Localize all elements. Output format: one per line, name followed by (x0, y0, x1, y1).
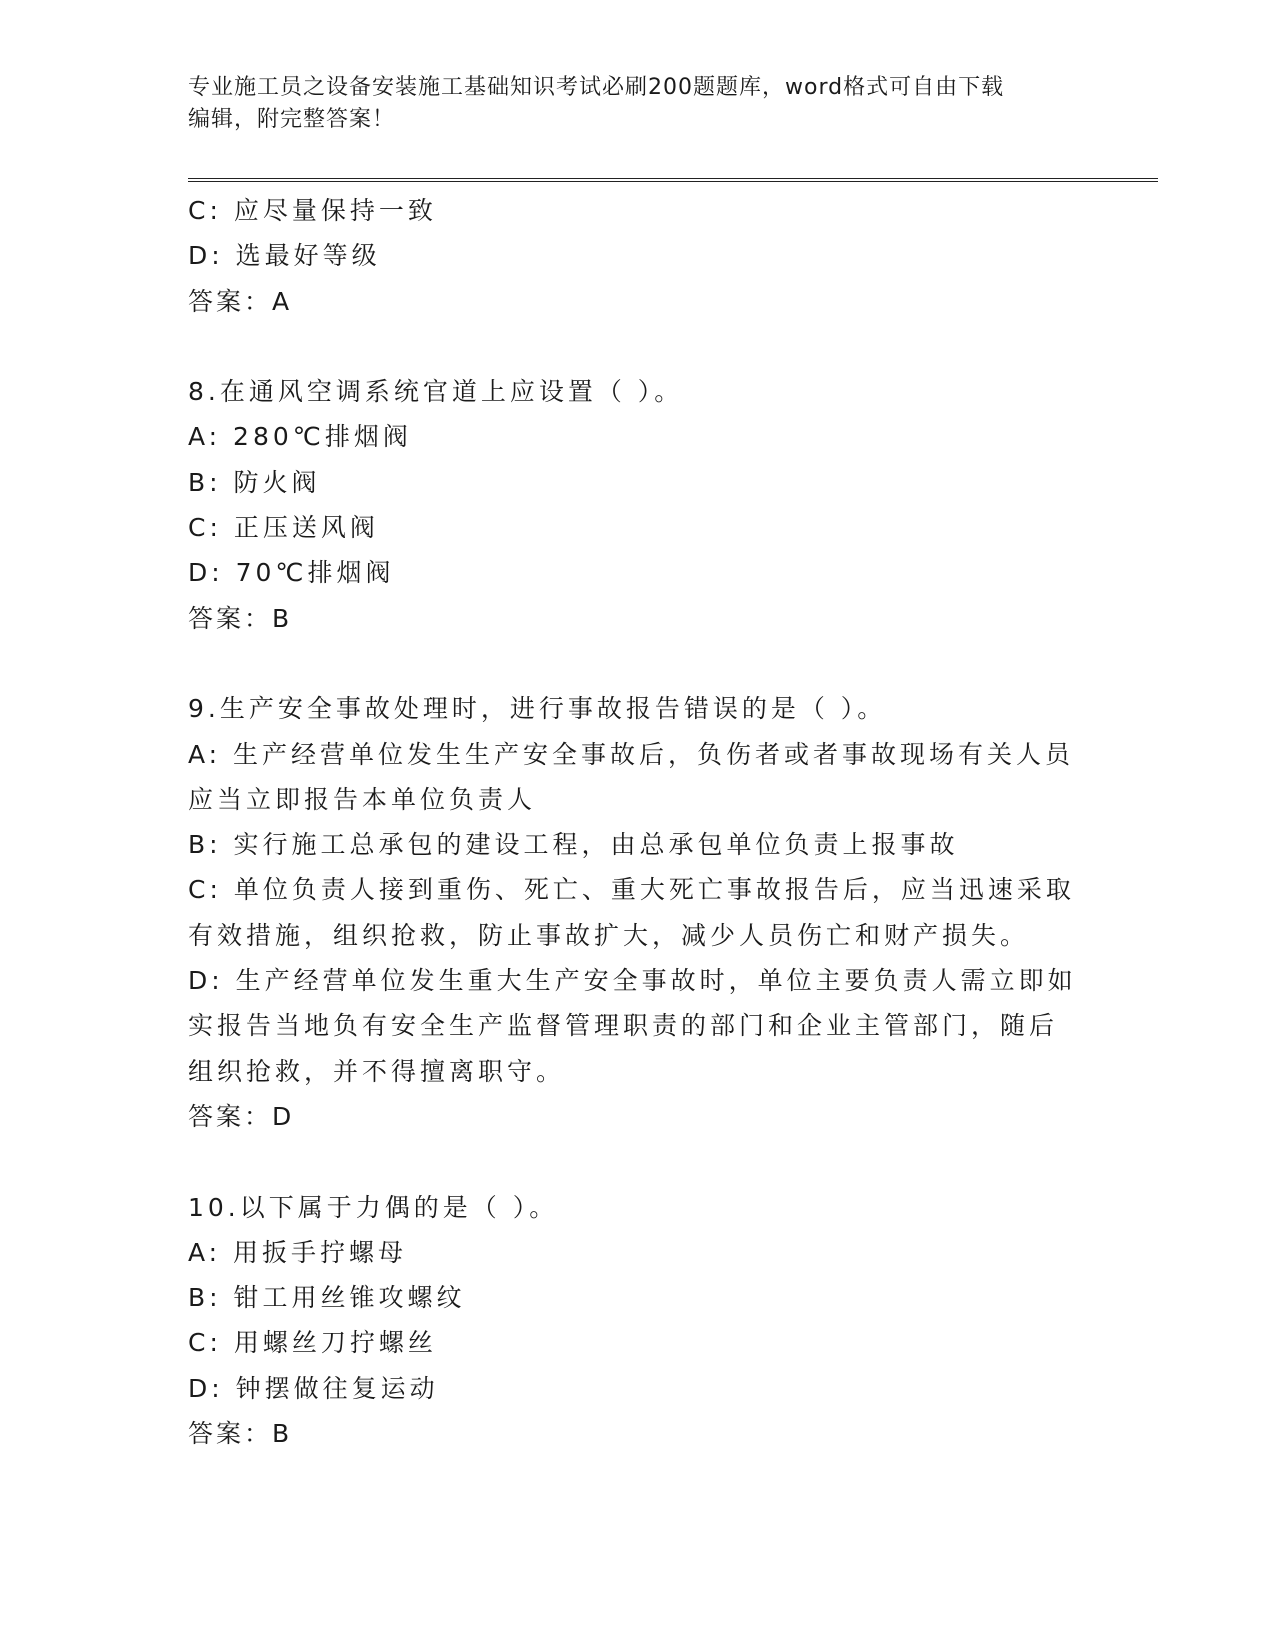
option-d-line-1: D: 生产经营单位发生重大生产安全事故时，单位主要负责人需立即如 (188, 966, 1077, 996)
answer-label: 答案：B (188, 1419, 293, 1449)
option-d-line-2: 实报告当地负有安全生产监督管理职责的部门和企业主管部门，随后 (188, 1011, 1059, 1041)
answer-label: 答案：D (188, 1101, 295, 1131)
spacer (188, 1139, 1088, 1184)
option-d: D: 选最好等级 (188, 241, 381, 271)
option-d: D: 钟摆做往复运动 (188, 1373, 439, 1403)
option-a: A: 280℃排烟阀 (188, 422, 412, 452)
question-7-tail (188, 188, 1088, 324)
option-d: D: 70℃排烟阀 (188, 558, 395, 588)
question-list (188, 188, 1088, 1456)
option-c: C: 用螺丝刀拧螺丝 (188, 1328, 437, 1358)
option-c-line-2: 有效措施，组织抢救，防止事故扩大，减少人员伤亡和财产损失。 (188, 920, 1030, 950)
question-text: 10.以下属于力偶的是（ ）。 (188, 1192, 559, 1222)
document-header (188, 72, 1088, 136)
option-b: B: 防火阀 (188, 467, 321, 497)
option-a-line-2: 应当立即报告本单位负责人 (188, 784, 537, 814)
option-c-line-1: C: 单位负责人接到重伤、死亡、重大死亡事故报告后，应当迅速采取 (188, 875, 1075, 905)
option-c: C: 应尽量保持一致 (188, 196, 437, 225)
question-text: 9.生产安全事故处理时，进行事故报告错误的是（ ）。 (188, 694, 887, 724)
option-a: A: 用扳手拧螺母 (188, 1237, 408, 1267)
question-8 (188, 369, 1088, 641)
header-divider (188, 178, 1158, 182)
option-b: B: 钳工用丝锥攻螺纹 (188, 1283, 466, 1313)
header-title-line-1: 专业施工员之设备安装施工基础知识考试必刷200题题库，word格式可自由下载 (188, 75, 1005, 100)
option-b: B: 实行施工总承包的建设工程，由总承包单位负责上报事故 (188, 830, 959, 860)
answer-label: 答案：A (188, 286, 293, 316)
option-c: C: 正压送风阀 (188, 513, 379, 543)
spacer (188, 324, 1088, 369)
question-text: 8.在通风空调系统官道上应设置（ ）。 (188, 377, 684, 407)
option-a-line-1: A: 生产经营单位发生生产安全事故后，负伤者或者事故现场有关人员 (188, 739, 1075, 769)
header-title-line-2: 编辑，附完整答案！ (188, 107, 396, 132)
spacer (188, 641, 1088, 686)
question-9 (188, 686, 1088, 1139)
option-d-line-3: 组织抢救，并不得擅离职守。 (188, 1056, 566, 1086)
answer-label: 答案：B (188, 603, 293, 633)
question-10 (188, 1185, 1088, 1457)
